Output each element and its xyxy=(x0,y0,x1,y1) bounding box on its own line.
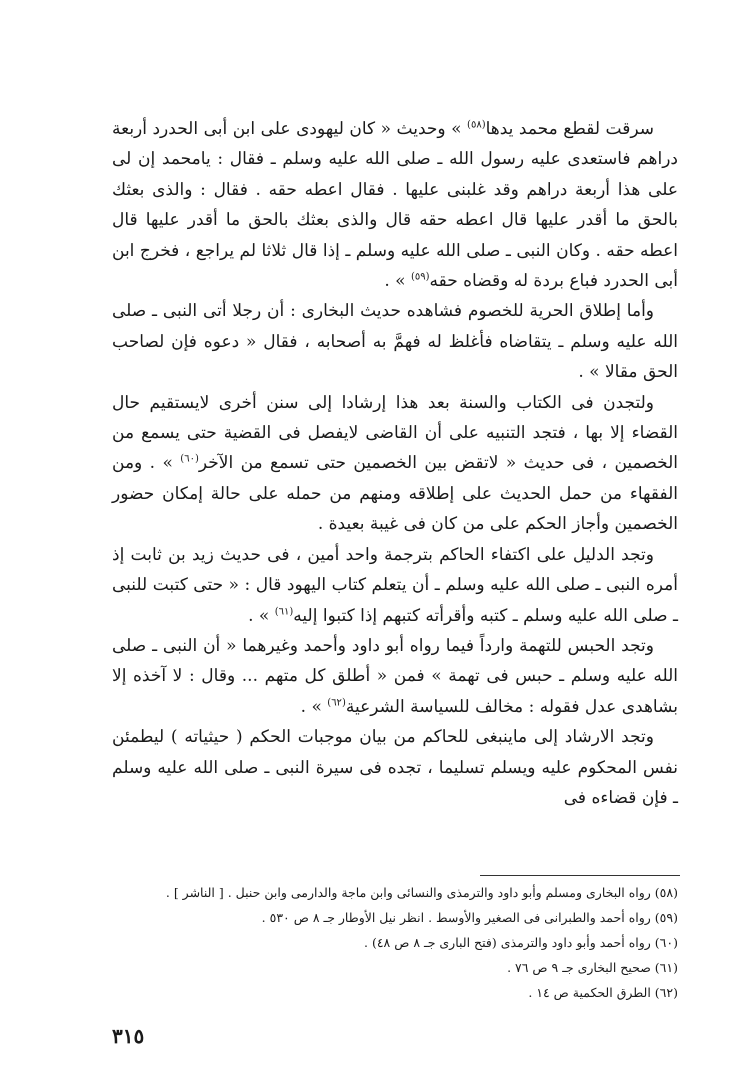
text-run: وأما إطلاق الحرية للخصوم فشاهده حديث البخارى : أن رجلا أتى النبى ـ صلى الله عليه وسلم ـ يتقاضاه فأغلظ له فهمَّ به أصحابه ، فقال « دعوه فإن لصاحب الحق مقالا » . xyxy=(112,301,678,383)
footnote-marker: (٦٠) xyxy=(180,453,199,465)
text-run: وتجد الارشاد إلى ماينبغى للحاكم من بيان موجبات الحكم ( حيثياته ) ليطمئن نفس المحكوم عليه ويسلم تسليما ، تجده فى سيرة النبى ـ صلى الله عليه وسلم ـ فإن قضاءه فى xyxy=(112,727,678,808)
paragraph xyxy=(112,540,678,631)
text-run: وتجد الدليل على اكتفاء الحاكم بترجمة واحد أمين ، فى حديث زيد بن ثابت إذ أمره النبى ـ صلى الله عليه وسلم ـ أن يتعلم كتاب اليهود قال : « حتى كتبت للنبى ـ صلى الله عليه وسلم ـ كتبه وأقرأته كتبهم إذا كتبوا إليه xyxy=(112,544,678,626)
footnote-separator xyxy=(480,875,680,876)
paragraph xyxy=(112,296,678,387)
paragraph xyxy=(112,631,678,722)
body-text xyxy=(112,114,678,813)
footnote-marker: (٥٩) xyxy=(410,271,430,283)
text-run: » . xyxy=(300,696,328,717)
footnote: (٦٢) الطرق الحكمية ص ١٤ . xyxy=(528,985,678,1000)
text-run: » . xyxy=(384,271,411,292)
paragraph xyxy=(112,388,678,540)
footnote-marker: (٦٢) xyxy=(327,697,346,709)
text-run: » . ومن الفقهاء من حمل الحديث على إطلاقه ومنهم من حمله على حالة إمكان حضور الخصمين وأجاز الحكم على من كان فى غيبة بعيدة . xyxy=(112,453,678,535)
footnote: (٦١) صحيح البخارى جـ ٩ ص ٧٦ . xyxy=(507,960,678,975)
footnotes xyxy=(112,880,678,1005)
paragraph xyxy=(112,114,678,296)
page-number: ٣١٥ xyxy=(112,1024,145,1048)
footnote: (٥٩) رواه أحمد والطبرانى فى الصغير والأوسط . انظر نيل الأوطار جـ ٨ ص ٥٣٠ . xyxy=(261,910,678,925)
footnote-marker: (٥٨) xyxy=(467,119,486,131)
text-run: سرقت لقطع محمد يدها xyxy=(485,119,654,139)
footnote: (٥٨) رواه البخارى ومسلم وأبو داود والترمذى والنسائى وابن ماجة والدارمى وابن حنبل . [ الناشر ] . xyxy=(165,885,678,900)
paragraph xyxy=(112,722,678,813)
footnote: (٦٠) رواه أحمد وأبو داود والترمذى (فتح البارى جـ ٨ ص ٤٨) . xyxy=(364,935,678,950)
text-run: ولتجدن فى الكتاب والسنة بعد هذا إرشادا إلى سنن أخرى لايستقيم حال القضاء إلا بها ، فتجد التنبيه على أن القاضى لايفصل فى القضية حتى يسمع من الخصمين ، فى حديث « لاتقض بين الخصمين حتى تسمع من الآخر xyxy=(112,392,679,474)
text-run: » . xyxy=(248,605,275,626)
footnote-marker: (٦١) xyxy=(274,605,294,617)
text-run: وتجد الحبس للتهمة وارداً فيما رواه أبو داود وأحمد وغيرهما « أن النبى ـ صلى الله عليه وسلم ـ حبس فى تهمة » فمن « أطلق كل متهم ... وقال : لا آخذه إلا بشاهدى عدل فقوله : مخالف للسياسة الشرعية xyxy=(112,635,678,717)
text-run: » وحديث « كان ليهودى على ابن أبى الحدرد أربعة دراهم فاستعدى عليه رسول الله ـ صلى الله عليه وسلم ـ فقال : يامحمد إن لى على هذا أربعة دراهم وقد غلبنى عليها . فقال اعطه حقه . فقال : والذى بعثك بالحق ما أقدر عليها قال اعطه حقه قال والذى بعثك بالحق ما أقدر عليها قال اعطه حقه . وكان النبى ـ صلى الله عليه وسلم ـ إذا قال ثلاثا لم يراجع ، فخرج ابن أبى الحدرد فباع بردة له وقضاه حقه xyxy=(112,119,678,292)
